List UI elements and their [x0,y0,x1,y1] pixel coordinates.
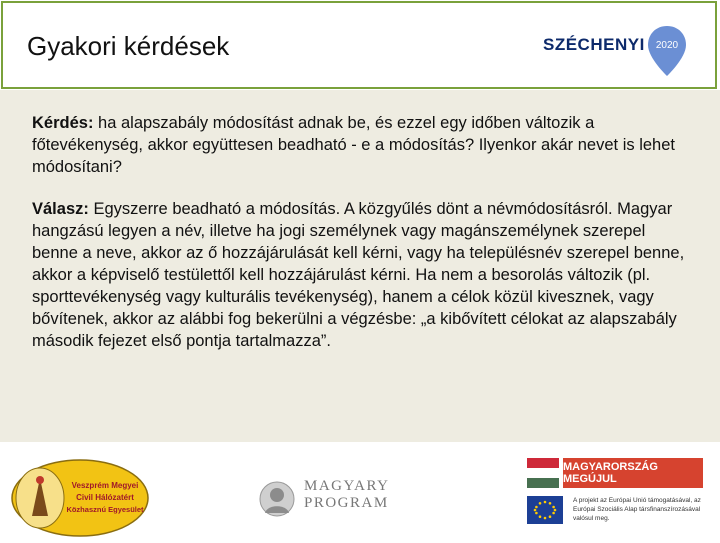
answer-text: Egyszerre beadható a módosítás. A közgyűlés dönt a névmódosításról. Magyar hangzású legyen a név, illetve ha jogi személynek vagy magánszemélynek szerepel benne a neve, akkor az ő hozzájárulását kell kérni, vagy ha településnév szerepel benne, akkor a képviselő testülettől kell hozzájárulást kérni. Ha nem a besorolás változik (pl. sporttevékenység vagy kulturális tevékenység), hanem a célok közül kivesznek, vagy bővítenek, akkor az alábbi fog bekerülni a végzésbe: „a kibővített célokat az alapszabály második fejezet első pontja tartalmazza”. [32,200,685,350]
magyary-line2: PROGRAM [304,495,389,511]
mm-small-text: A projekt az Európai Unió támogatásával, az Európai Szociális Alap társfinanszírozásával valósul meg. [573,497,701,522]
location-pin-icon [647,25,687,77]
eu-flag-icon [527,496,563,524]
szechenyi-logo-year: 2020 [655,40,679,51]
question-label: Kérdés: [32,114,94,132]
page-title: Gyakori kérdések [27,31,230,61]
portrait-icon [258,480,296,518]
footer-logos [0,442,720,540]
answer-label: Válasz: [32,200,89,218]
mm-banner-text: MAGYARORSZÁG MEGÚJUL [563,458,703,488]
question-text: ha alapszabály módosítást adnak be, és ezzel egy időben változik a főtevékenység, akkor együttesen beadható - e a módosítás? Ilyenkor akár nevet is lehet módosítani? [32,114,675,176]
content-panel [0,90,720,442]
veszprem-logo-line2: Civil Hálózatért [76,493,134,502]
question-paragraph [32,112,692,178]
magyary-line1: MAGYARY [304,478,390,494]
veszprem-logo-line1: Veszprém Megyei [71,481,139,490]
szechenyi-logo-text: SZÉCHENYI [543,35,645,54]
veszprem-civil-logo [10,458,150,538]
veszprem-logo-line3: Közhasznú Egyesület [66,505,144,514]
answer-paragraph [32,198,692,352]
szechenyi-2020-logo [543,25,693,77]
magyarorszag-megujul-logo [525,458,705,540]
magyary-program-logo [258,478,388,518]
magyary-logo-text [304,478,390,512]
hungary-flag-icon [527,458,559,488]
header [1,1,717,89]
veszprem-civil-logo-graphic [10,458,150,538]
